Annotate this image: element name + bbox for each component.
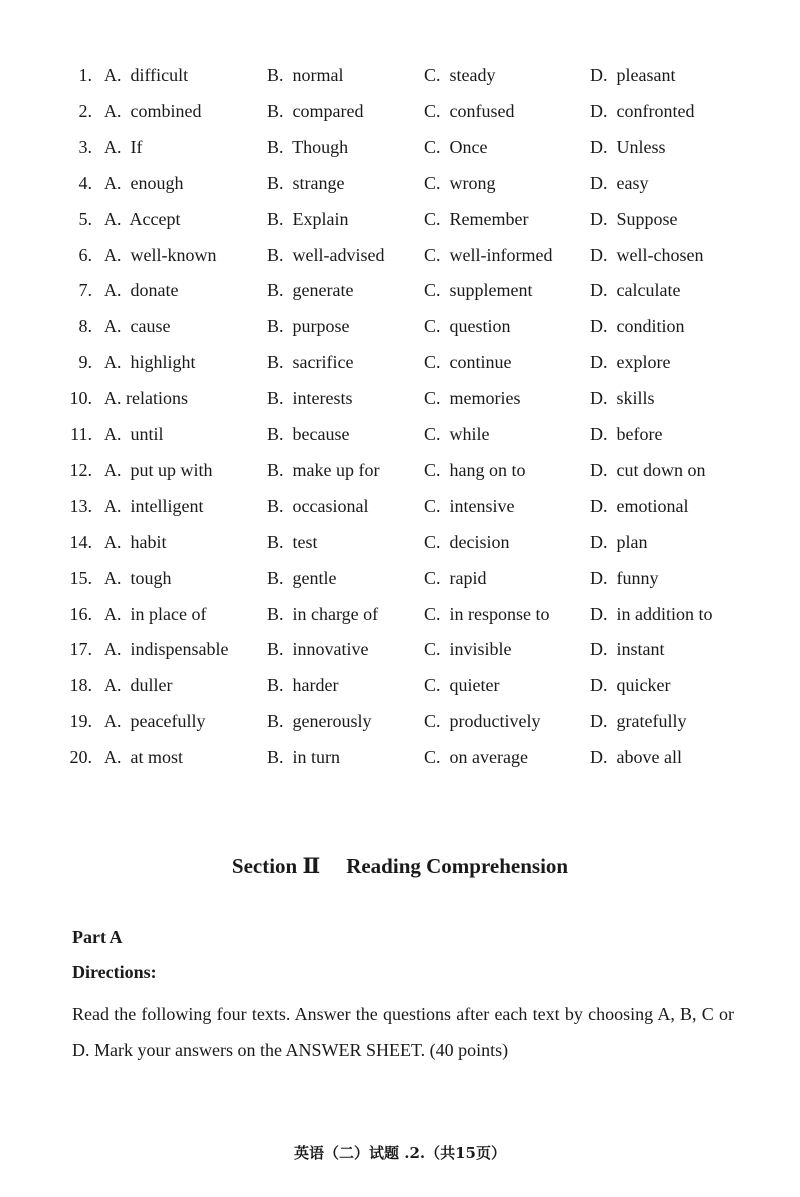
option-c: C. hang on to [424, 459, 526, 480]
question-number: 14. [69, 531, 92, 552]
directions-label: Directions: [72, 962, 157, 982]
option-b: B. in turn [267, 747, 341, 768]
question-row [0, 64, 800, 100]
option-b: B. because [267, 424, 350, 444]
option-a: A. indispensable [104, 639, 229, 660]
question-number: 20. [69, 747, 92, 768]
option-a: A. combined [104, 100, 202, 121]
question-row [0, 279, 800, 315]
option-c: C. invisible [424, 639, 512, 660]
option-c: C. question [424, 316, 511, 337]
option-d: D. Suppose [590, 208, 678, 229]
question-number: 18. [69, 675, 92, 696]
question-number: 6. [78, 244, 92, 265]
option-c: C. decision [424, 531, 510, 552]
option-c: C. in response to [424, 603, 550, 624]
option-a: A. tough [104, 567, 172, 588]
question-number: 12. [69, 459, 92, 480]
option-d: D. gratefully [590, 711, 687, 732]
option-b: B. innovative [267, 639, 369, 660]
option-c: C. rapid [424, 567, 487, 588]
option-b: B. well-advised [267, 244, 385, 265]
option-a: A. cause [104, 316, 171, 337]
option-b: B. compared [267, 100, 364, 121]
option-b: B. sacrifice [267, 352, 354, 373]
option-a: A. intelligent [104, 495, 204, 516]
section-title: Reading Comprehension [346, 854, 569, 878]
option-d: D. instant [590, 639, 665, 660]
option-a: A. put up with [104, 459, 213, 480]
option-d: D. Unless [590, 136, 666, 157]
question-number: 9. [78, 352, 92, 373]
option-d: D. pleasant [590, 65, 676, 85]
question-number: 13. [69, 495, 92, 516]
question-number: 10. [69, 388, 92, 409]
option-c: C. memories [424, 388, 521, 409]
option-b: B. Explain [267, 208, 349, 229]
question-row [0, 423, 800, 459]
option-d: D. explore [590, 352, 671, 373]
option-c: C. quieter [424, 675, 500, 696]
option-b: B. gentle [267, 567, 337, 588]
question-row [0, 638, 800, 674]
question-number: 7. [78, 280, 92, 301]
option-d: D. calculate [590, 280, 681, 301]
option-c: C. Remember [424, 208, 529, 229]
option-a: A. Accept [104, 208, 181, 229]
option-d: D. before [590, 424, 663, 444]
option-d: D. confronted [590, 100, 695, 121]
option-c: C. while [424, 424, 490, 444]
question-row [0, 746, 800, 782]
option-d: D. cut down on [590, 459, 706, 480]
question-row [0, 315, 800, 351]
option-d: D. easy [590, 172, 649, 193]
option-b: B. occasional [267, 495, 369, 516]
option-a: A. well-known [104, 244, 217, 265]
page-footer: 英语（二）试题 .2.（共15页） [294, 1144, 506, 1162]
option-c: C. continue [424, 352, 512, 373]
option-a: A. until [104, 424, 164, 444]
option-b: B. purpose [267, 316, 350, 337]
option-c: C. steady [424, 65, 496, 85]
option-c: C. supplement [424, 280, 533, 301]
option-a: A. donate [104, 280, 179, 301]
option-a: A. difficult [104, 65, 189, 85]
question-row [0, 387, 800, 423]
question-number: 2. [78, 100, 92, 121]
question-row [0, 244, 800, 280]
question-row [0, 351, 800, 387]
question-row [0, 674, 800, 710]
question-row [0, 567, 800, 603]
option-d: D. above all [590, 747, 682, 768]
question-row [0, 172, 800, 208]
option-b: B. generate [267, 280, 354, 301]
question-number: 4. [78, 172, 92, 193]
option-c: C. productively [424, 711, 541, 732]
option-a: A. peacefully [104, 711, 206, 732]
option-b: B. normal [267, 65, 344, 85]
option-a: A. at most [104, 747, 183, 768]
question-row [0, 710, 800, 746]
section-heading [0, 853, 800, 879]
option-c: C. well-informed [424, 244, 553, 265]
directions-text: Read the following four texts. Answer the questions after each text by choosing A, B, C or D. Mark your answers on the ANSWER SHEET. (40 points) [72, 1004, 734, 1060]
question-number: 16. [69, 603, 92, 624]
question-number: 1. [78, 65, 92, 85]
question-number: 11. [70, 424, 92, 444]
option-b: B. in charge of [267, 603, 379, 624]
question-row [0, 531, 800, 567]
question-number: 3. [78, 136, 92, 157]
question-number: 15. [69, 567, 92, 588]
option-c: C. Once [424, 136, 488, 157]
question-number: 17. [69, 639, 92, 660]
option-d: D. emotional [590, 495, 689, 516]
option-b: B. strange [267, 172, 345, 193]
option-b: B. Though [267, 136, 349, 157]
option-a: A. enough [104, 172, 184, 193]
question-row [0, 100, 800, 136]
option-d: D. condition [590, 316, 685, 337]
question-row [0, 208, 800, 244]
option-d: D. quicker [590, 675, 671, 696]
option-d: D. well-chosen [590, 244, 704, 265]
option-a: A. in place of [104, 603, 207, 624]
option-a: A. duller [104, 675, 173, 696]
question-number: 19. [69, 711, 92, 732]
option-a: A. relations [104, 388, 188, 409]
option-b: B. generously [267, 711, 372, 732]
option-d: D. plan [590, 531, 648, 552]
question-row [0, 459, 800, 495]
section-number: Section Ⅱ [231, 854, 321, 878]
option-d: D. skills [590, 388, 655, 409]
option-a: A. highlight [104, 352, 196, 373]
option-b: B. interests [267, 388, 353, 409]
option-d: D. in addition to [590, 603, 713, 624]
question-row [0, 603, 800, 639]
part-heading: Part A [72, 927, 123, 947]
question-row [0, 136, 800, 172]
option-a: A. habit [104, 531, 167, 552]
question-number: 8. [78, 316, 92, 337]
option-c: C. on average [424, 747, 528, 768]
option-d: D. funny [590, 567, 659, 588]
option-a: A. If [104, 136, 143, 157]
question-row [0, 495, 800, 531]
question-number: 5. [78, 208, 92, 229]
option-c: C. confused [424, 100, 515, 121]
option-b: B. make up for [267, 459, 380, 480]
option-b: B. test [267, 531, 318, 552]
option-b: B. harder [267, 675, 339, 696]
option-c: C. intensive [424, 495, 515, 516]
option-c: C. wrong [424, 172, 496, 193]
